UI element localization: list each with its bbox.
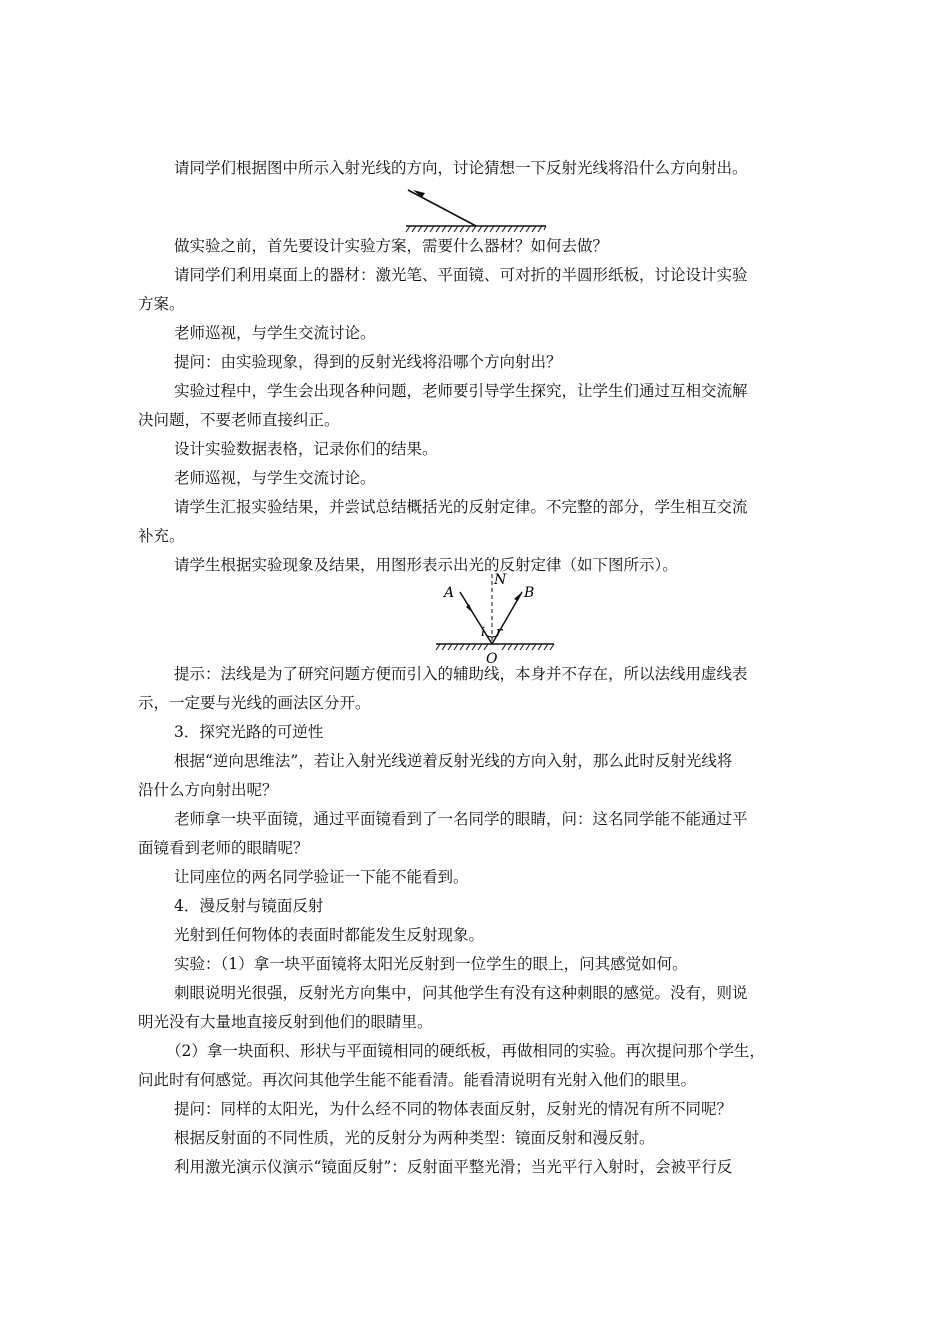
- label-B: B: [524, 585, 535, 601]
- paragraph: 实验过程中，学生会出现各种问题，老师要引导学生探究，让学生们通过互相交流解: [174, 382, 748, 400]
- paragraph: 刺眼说明光很强，反射光方向集中，问其他学生有没有这种刺眼的感觉。没有，则说: [174, 984, 748, 1002]
- paragraph: 请学生根据实验现象及结果，用图形表示出光的反射定律（如下图所示）。: [174, 556, 678, 574]
- paragraph: 请同学们根据图中所示入射光线的方向，讨论猜想一下反射光线将沿什么方向射出。: [174, 159, 748, 177]
- incident-ray-diagram: [400, 186, 560, 234]
- paragraph: 示，一定要与光线的画法区分开。: [138, 694, 371, 712]
- paragraph: 老师巡视，与学生交流讨论。: [174, 469, 376, 487]
- incident-arrow-icon: [466, 604, 473, 613]
- paragraph: 沿什么方向射出呢？: [138, 781, 278, 799]
- paragraph: 提问：同样的太阳光，为什么经不同的物体表面反射，反射光的情况有所不同呢？: [174, 1100, 733, 1118]
- paragraph: 决问题，不要老师直接纠正。: [138, 411, 340, 429]
- paragraph: 光射到任何物体的表面时都能发生反射现象。: [174, 926, 485, 944]
- paragraph: 问此时有何感觉。再次问其他学生能不能看清。能看清说明有光射入他们的眼里。: [138, 1071, 697, 1089]
- paragraph: 利用激光演示仪演示“镜面反射”：反射面平整光滑；当光平行入射时，会被平行反: [174, 1158, 733, 1176]
- paragraph: 请同学们利用桌面上的器材：激光笔、平面镜、可对折的半圆形纸板，讨论设计实验: [174, 266, 748, 284]
- paragraph: 提示：法线是为了研究问题方便而引入的辅助线，本身并不存在，所以法线用虚线表: [174, 665, 748, 683]
- reflection-law-diagram: [430, 568, 560, 666]
- paragraph: 根据“逆向思维法”，若让入射光线逆着反射光线的方向入射，那么此时反射光线将: [174, 752, 733, 770]
- paragraph: 3．探究光路的可逆性: [174, 723, 324, 741]
- paragraph: 方案。: [138, 295, 185, 313]
- incident-ray-figure: [400, 186, 560, 238]
- reflection-law-figure: [430, 568, 560, 670]
- paragraph: 做实验之前，首先要设计实验方案，需要什么器材？如何去做？: [174, 237, 609, 255]
- paragraph: 设计实验数据表格，记录你们的结果。: [174, 440, 438, 458]
- label-A: A: [444, 585, 455, 601]
- paragraph: 4．漫反射与镜面反射: [174, 897, 324, 915]
- reflected-arrow-icon: [514, 592, 522, 601]
- label-i: i: [481, 625, 486, 640]
- paragraph: 让同座位的两名同学验证一下能不能看到。: [174, 868, 469, 886]
- incident-ray: [408, 190, 476, 226]
- paragraph: 提问：由实验现象，得到的反射光线将沿哪个方向射出？: [174, 353, 562, 371]
- paragraph: （2）拿一块面积、形状与平面镜相同的硬纸板，再做相同的实验。再次提问那个学生，: [166, 1042, 765, 1060]
- paragraph: 实验：（1）拿一块平面镜将太阳光反射到一位学生的眼上，问其感觉如何。: [174, 955, 688, 973]
- paragraph: 老师巡视，与学生交流讨论。: [174, 324, 376, 342]
- mirror-hatching: [436, 644, 554, 650]
- paragraph: 补充。: [138, 527, 185, 545]
- label-r: r: [496, 625, 503, 640]
- paragraph: 老师拿一块平面镜，通过平面镜看到了一名同学的眼睛，问：这名同学能不能通过平: [174, 810, 748, 828]
- paragraph: 明光没有大量地直接反射到他们的眼睛里。: [138, 1013, 433, 1031]
- paragraph: 请学生汇报实验结果，并尝试总结概括光的反射定律。不完整的部分，学生相互交流: [174, 498, 748, 516]
- paragraph: 根据反射面的不同性质，光的反射分为两种类型：镜面反射和漫反射。: [174, 1129, 655, 1147]
- label-N: N: [494, 572, 507, 588]
- label-O: O: [486, 651, 498, 666]
- paragraph: 面镜看到老师的眼睛呢？: [138, 839, 309, 857]
